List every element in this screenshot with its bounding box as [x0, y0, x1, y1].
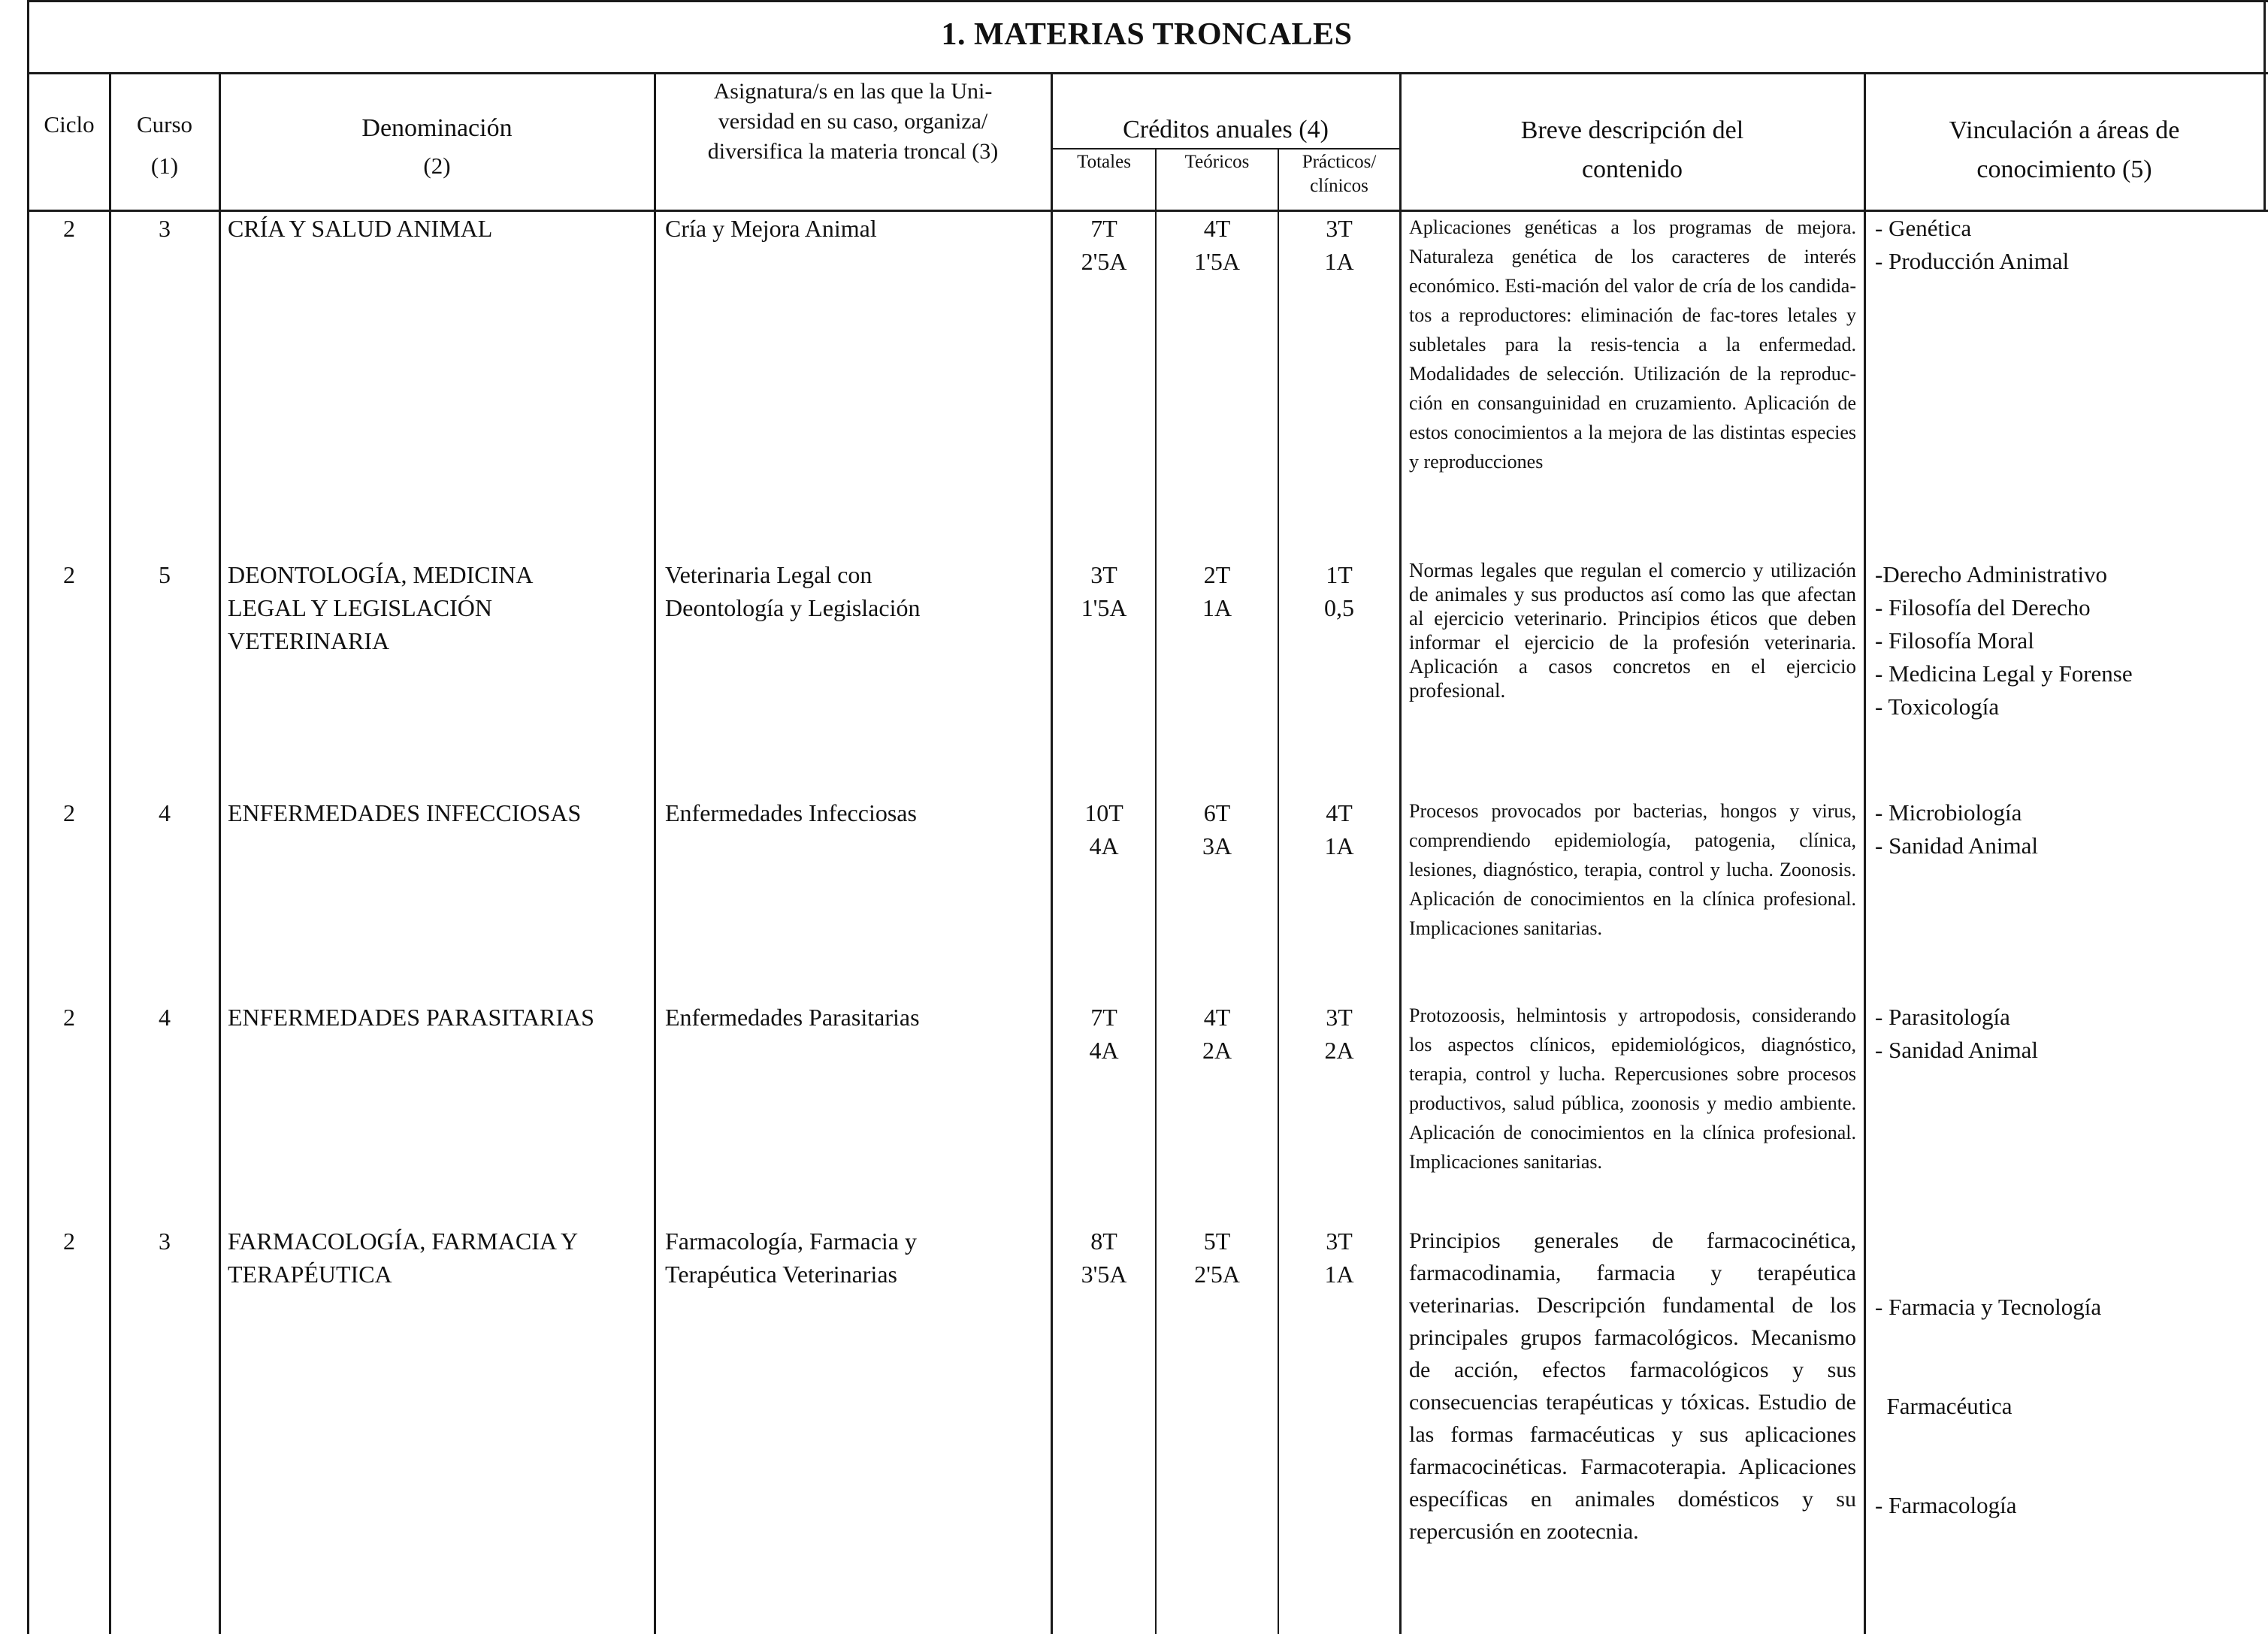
row-practicos: 3T 1A — [1324, 215, 1354, 275]
area-item: Farmacéutica — [1875, 1393, 2012, 1419]
col-sep-descripcion — [1864, 72, 1866, 1634]
row-totales: 7T 2'5A — [1081, 215, 1127, 275]
row-ciclo: 2 — [63, 215, 75, 242]
header-ciclo: Ciclo — [44, 111, 95, 137]
area-item: -Derecho Administrativo — [1875, 561, 2108, 587]
title-bottom-border — [27, 72, 2268, 74]
header-curso-note: (1) — [150, 153, 179, 179]
row-areas — [1875, 796, 2258, 862]
row-practicos: 4T 1A — [1324, 799, 1354, 859]
row-curso: 4 — [159, 1004, 171, 1031]
row-descripcion: Protozoosis, helmintosis y artropodosis, considerando los aspectos clínicos, epidemiológicos, diagnóstico, terapia, control y lucha. Repercusiones sobre procesos productivos, salud pública, zoonosis y medio ambiente. Aplicación de conocimientos en la clínica profesional. Implicaciones sanitarias. — [1409, 1004, 1856, 1173]
row-descripcion: Aplicaciones genéticas a los programas de mejora. Naturaleza genética de los caracteres de interés económico. Esti-mación del valor de cría de los candida-tos a reproductores: eliminación de fac-tores letales y subletales para la resis-tencia a la enfermedad. Modalidades de selección. Utilización de la reproduc-ción en consanguinidad en cruzamiento. Aplicación de estos conocimientos a la mejora de las distintas especies y reproducciones — [1409, 216, 1856, 473]
header-asignatura: Asignatura/s en las que la Uni- versidad en su caso, organiza/ diversifica la materia troncal (3) — [707, 79, 999, 164]
row-practicos: 1T 0,5 — [1324, 561, 1354, 621]
col-sep-totales — [1155, 148, 1157, 1634]
row-teoricos: 4T 2A — [1202, 1004, 1232, 1064]
table-title: 1. MATERIAS TRONCALES — [941, 17, 1353, 52]
row-practicos: 3T 2A — [1324, 1004, 1354, 1064]
header-curso: Curso — [136, 111, 193, 137]
area-item: - Medicina Legal y Forense — [1875, 660, 2133, 687]
col-sep-curso — [219, 72, 221, 1634]
area-item: - Filosofía Moral — [1875, 627, 2034, 654]
row-asignatura: Veterinaria Legal con Deontología y Legislación — [665, 561, 921, 621]
row-asignatura: Enfermedades Parasitarias — [665, 1004, 920, 1031]
row-curso: 3 — [159, 1228, 171, 1255]
header-denominacion-note: (2) — [423, 153, 451, 179]
row-ciclo: 2 — [63, 561, 75, 588]
area-item: - Producción Animal — [1875, 248, 2070, 274]
header-vinculacion: Vinculación a áreas de conocimiento (5) — [1949, 116, 2180, 183]
row-totales: 7T 4A — [1089, 1004, 1119, 1064]
table-top-border — [27, 0, 2268, 2]
row-descripcion: Normas legales que regulan el comercio y utilización de animales y sus productos así como las que afectan al ejercicio veterinario. Principios éticos que deben informar el ejercicio de la profesión veterinaria. Aplicación a casos concretos en el ejercicio profesional. — [1409, 559, 1856, 702]
row-areas — [1875, 212, 2258, 278]
area-item: - Sanidad Animal — [1875, 1037, 2038, 1063]
header-descripcion: Breve descripción del contenido — [1520, 116, 1744, 183]
row-areas — [1875, 1001, 2258, 1067]
row-denominacion: ENFERMEDADES PARASITARIAS — [228, 1004, 594, 1031]
row-teoricos: 5T 2'5A — [1194, 1228, 1240, 1288]
area-item: - Toxicología — [1875, 693, 2000, 720]
creditos-subheader-line — [1051, 148, 1399, 150]
row-totales: 3T 1'5A — [1081, 561, 1127, 621]
row-practicos: 3T 1A — [1324, 1228, 1354, 1288]
row-asignatura: Farmacología, Farmacia y Terapéutica Veterinarias — [665, 1228, 917, 1288]
row-areas — [1875, 1225, 2258, 1588]
row-asignatura: Cría y Mejora Animal — [665, 215, 877, 242]
row-denominacion: CRÍA Y SALUD ANIMAL — [228, 215, 493, 242]
area-item: - Farmacia y Tecnología — [1875, 1294, 2102, 1320]
row-teoricos: 2T 1A — [1202, 561, 1232, 621]
row-denominacion: DEONTOLOGÍA, MEDICINA LEGAL Y LEGISLACIÓN VETERINARIA — [228, 561, 534, 654]
header-totales: Totales — [1077, 152, 1131, 172]
row-curso: 4 — [159, 799, 171, 826]
area-item: - Microbiología — [1875, 799, 2022, 826]
row-denominacion: ENFERMEDADES INFECCIOSAS — [228, 799, 582, 826]
row-curso: 3 — [159, 215, 171, 242]
row-teoricos: 4T 1'5A — [1194, 215, 1240, 275]
row-totales: 10T 4A — [1084, 799, 1123, 859]
area-item: - Sanidad Animal — [1875, 832, 2038, 859]
row-asignatura: Enfermedades Infecciosas — [665, 799, 917, 826]
row-areas — [1875, 558, 2258, 723]
header-denominacion: Denominación — [361, 114, 513, 142]
col-sep-teoricos — [1278, 148, 1279, 1634]
row-ciclo: 2 — [63, 1228, 75, 1255]
row-ciclo: 2 — [63, 1004, 75, 1031]
area-item: - Parasitología — [1875, 1004, 2010, 1030]
border-left — [27, 0, 29, 1634]
col-sep-creditos — [1399, 72, 1402, 1634]
header-creditos: Créditos anuales (4) — [1123, 116, 1329, 143]
row-descripcion: Procesos provocados por bacterias, hongos y virus, comprendiendo epidemiología, patogenia, clínica, lesiones, diagnóstico, terapia, control y lucha. Zoonosis. Aplicación de conocimientos en la clínica profesional. Implicaciones sanitarias. — [1409, 800, 1856, 939]
area-item: - Farmacología — [1875, 1492, 2017, 1518]
header-practicos: Prácticos/ clínicos — [1302, 152, 1377, 196]
row-totales: 8T 3'5A — [1081, 1228, 1127, 1288]
col-sep-ciclo — [109, 72, 111, 1634]
col-sep-denominacion — [654, 72, 656, 1634]
row-ciclo: 2 — [63, 799, 75, 826]
area-item: - Filosofía del Derecho — [1875, 594, 2091, 621]
row-teoricos: 6T 3A — [1202, 799, 1232, 859]
row-descripcion: Principios generales de farmacocinética, farmacodinamia, farmacia y terapéutica veterinarias. Descripción fundamental de los principales grupos farmacológicos. Mecanismo de acción, efectos farmacológicos y sus consecuencias terapéuticas y tóxicas. Estudio de las formas farmacéuticas y sus aplicaciones farmacocinéticas. Farmacoterapia. Aplicaciones específicas en animales domésticos y su repercusión en zootecnia. — [1409, 1228, 1856, 1544]
row-denominacion: FARMACOLOGÍA, FARMACIA Y TERAPÉUTICA — [228, 1228, 579, 1288]
area-item: - Genética — [1875, 215, 1972, 241]
header-teoricos: Teóricos — [1184, 152, 1250, 172]
row-curso: 5 — [159, 561, 171, 588]
